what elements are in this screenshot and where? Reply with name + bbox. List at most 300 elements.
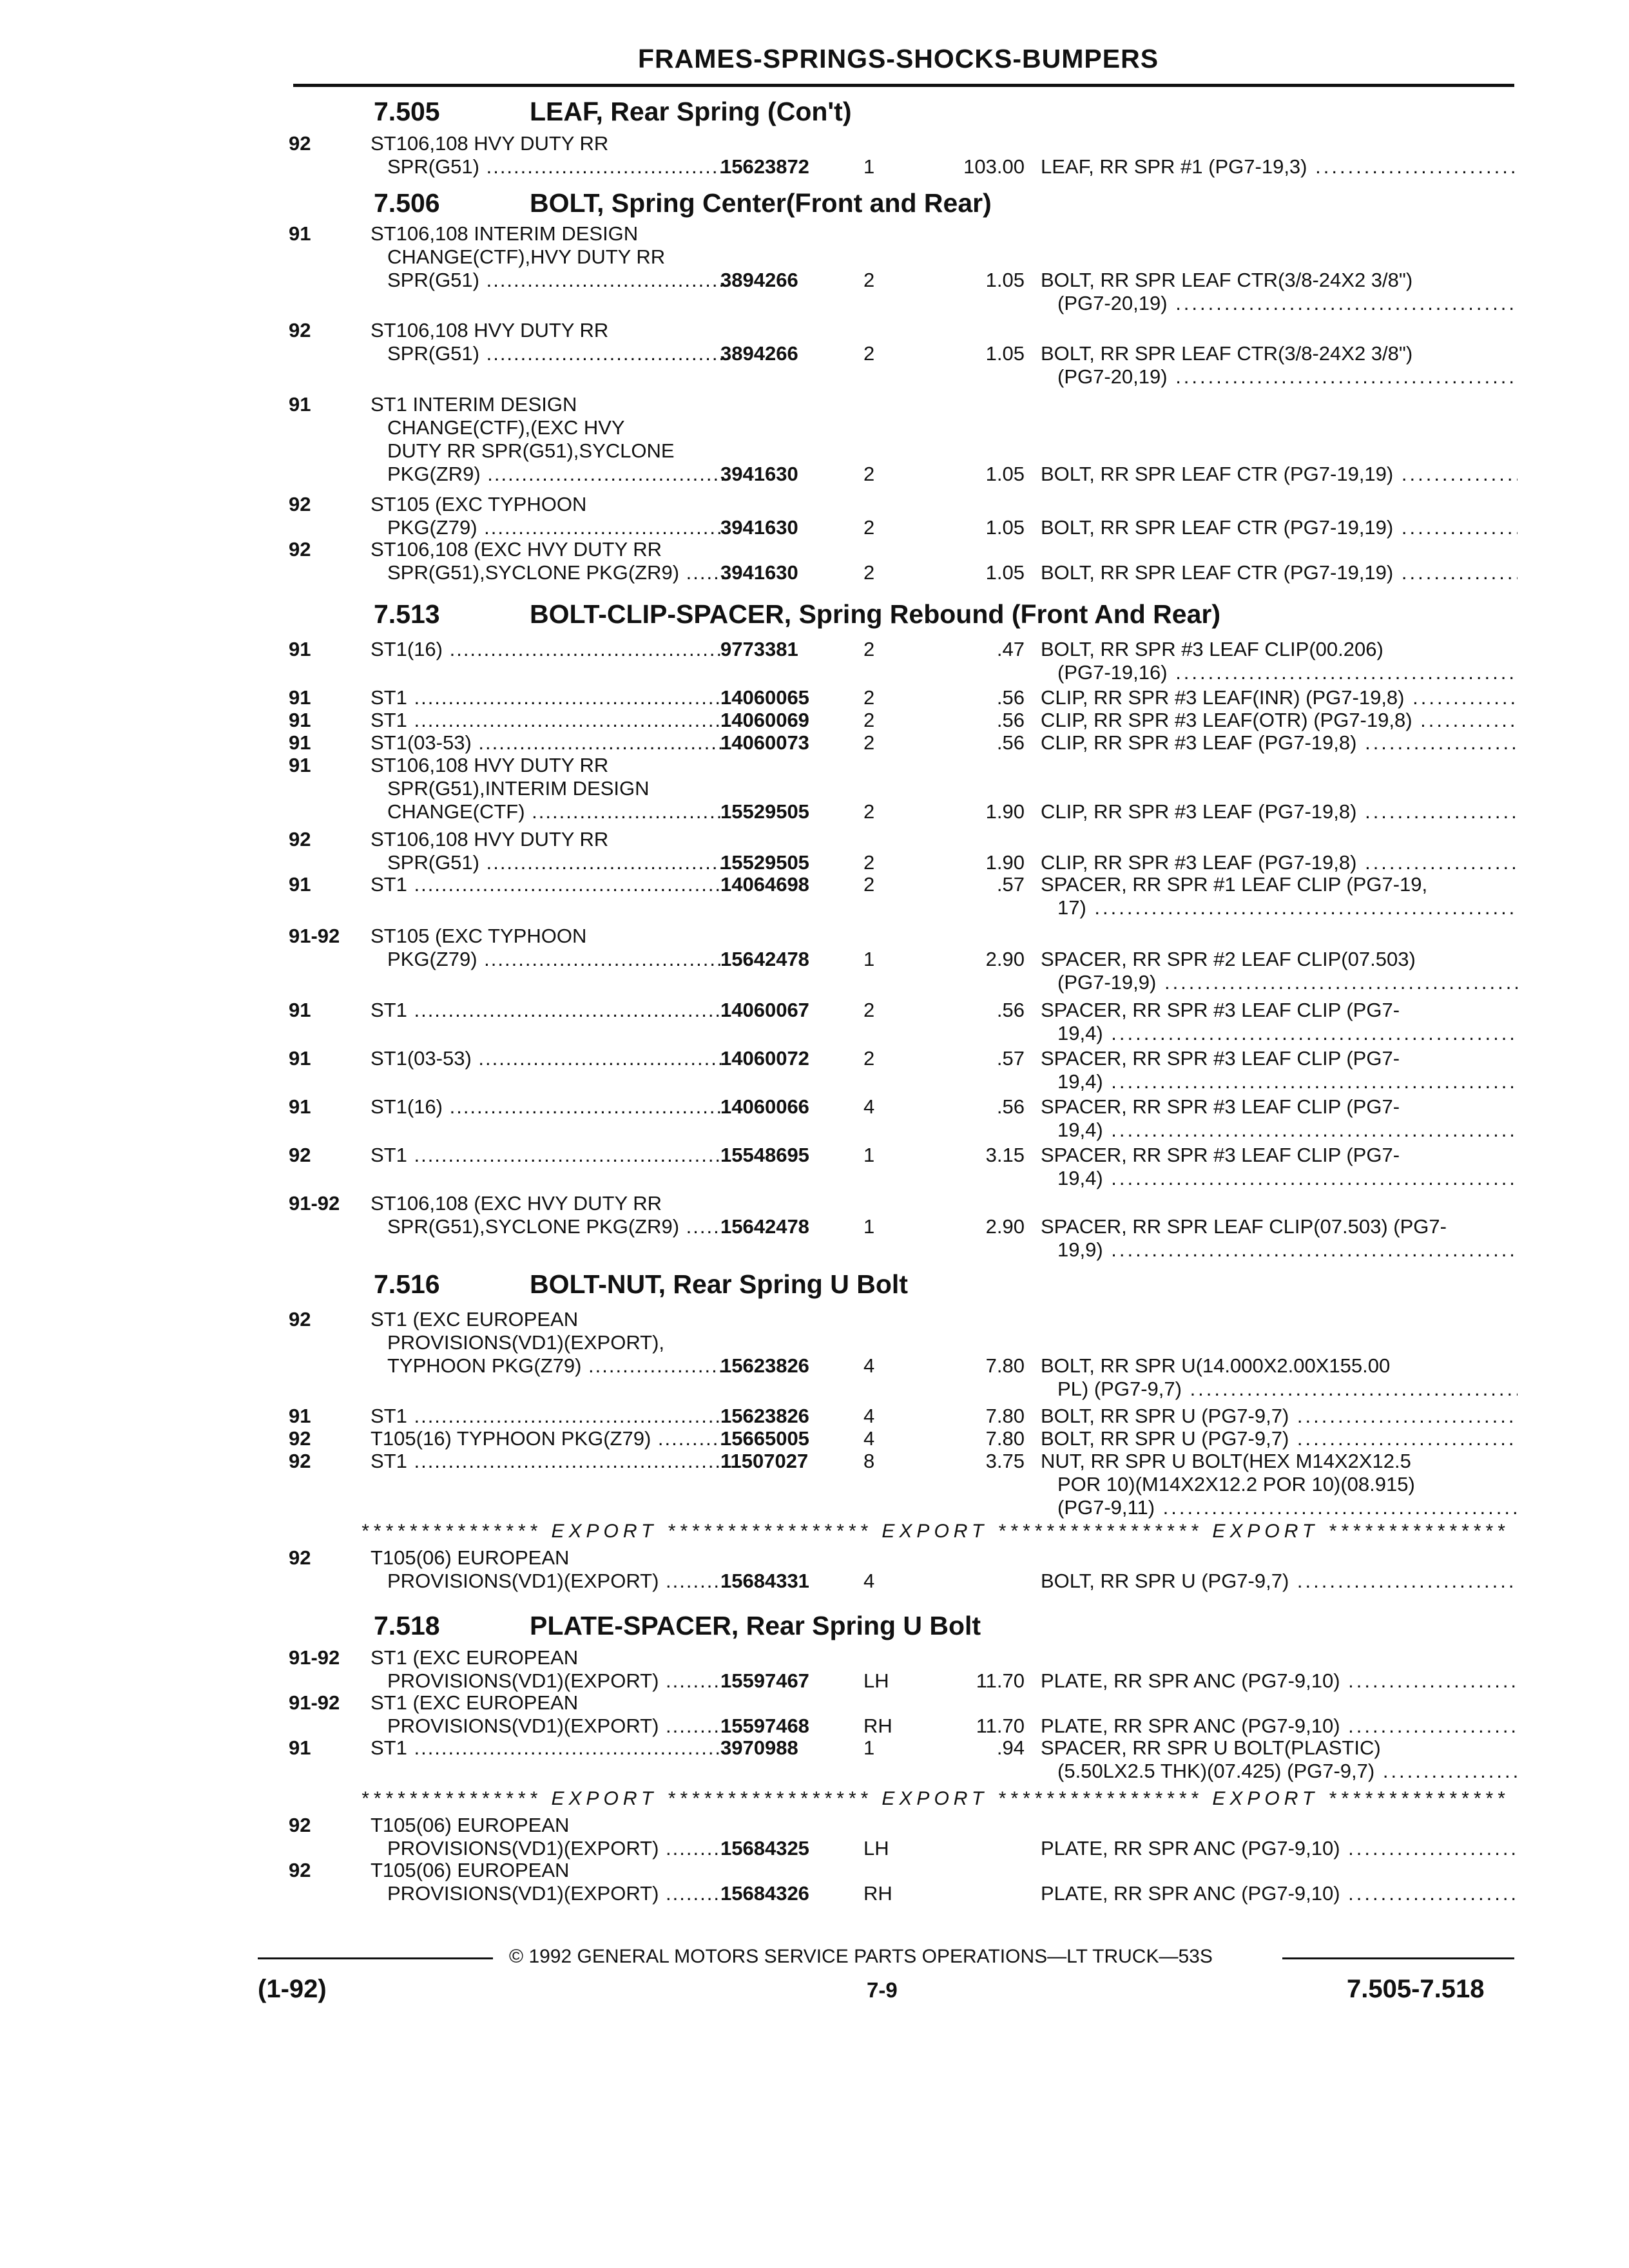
footer-rule-right <box>1282 1957 1514 1959</box>
list-price: 1.90 <box>985 800 1025 823</box>
part-number: 15623826 <box>720 1354 809 1377</box>
section-number: 7.513 <box>374 599 440 629</box>
list-price: .57 <box>996 1047 1025 1070</box>
quantity: 8 <box>863 1450 875 1472</box>
list-price: 103.00 <box>963 155 1025 178</box>
model-year: 91 <box>289 222 311 245</box>
part-reference <box>1041 1405 1518 1428</box>
quantity: 1 <box>863 948 875 970</box>
application-description <box>371 1814 725 1860</box>
table-row <box>0 393 1629 486</box>
part-reference <box>1041 155 1518 178</box>
part-number: 3941630 <box>720 463 798 485</box>
table-row <box>0 754 1629 823</box>
application-description <box>371 1859 725 1905</box>
part-reference <box>1041 851 1518 874</box>
part-number: 14064698 <box>720 873 809 896</box>
quantity: 2 <box>863 342 875 365</box>
part-number: 15642478 <box>720 1215 809 1238</box>
description-line: SPR(G51) ..... <box>371 269 725 292</box>
application-description <box>371 638 725 661</box>
application-description <box>371 222 725 292</box>
application-description <box>371 828 725 874</box>
reference-line: CLIP, RR SPR #3 LEAF (PG7-19,8) ..... <box>1041 731 1518 754</box>
part-reference <box>1041 1215 1518 1262</box>
description-line: ST1 (EXC EUROPEAN <box>371 1691 579 1714</box>
list-price: 1.05 <box>985 463 1025 485</box>
model-year: 91-92 <box>289 925 340 947</box>
list-price: .56 <box>996 999 1025 1021</box>
part-reference <box>1041 561 1518 584</box>
table-row <box>0 686 1629 709</box>
reference-line: CLIP, RR SPR #3 LEAF(INR) (PG7-19,8) ..... <box>1041 686 1518 709</box>
reference-line: PLATE, RR SPR ANC (PG7-9,10) ..... <box>1041 1837 1518 1860</box>
part-number: 14060069 <box>720 709 809 731</box>
part-reference <box>1041 1450 1518 1519</box>
section-number: 7.518 <box>374 1611 440 1640</box>
model-year: 92 <box>289 1814 311 1836</box>
reference-line: SPACER, RR SPR #3 LEAF CLIP (PG7- <box>1041 1047 1400 1070</box>
part-reference <box>1041 638 1518 684</box>
application-description <box>371 538 725 584</box>
section-title: BOLT-CLIP-SPACER, Spring Rebound (Front And Rear) <box>530 599 1221 629</box>
reference-line: (PG7-9,11) ..... <box>1041 1496 1518 1519</box>
application-description <box>371 1646 725 1693</box>
reference-line: (5.50LX2.5 THK)(07.425) (PG7-9,7) ..... <box>1041 1760 1518 1783</box>
part-number: 15684325 <box>720 1837 809 1860</box>
list-price: .57 <box>996 873 1025 896</box>
part-reference <box>1041 1095 1518 1142</box>
list-price: 2.90 <box>985 948 1025 970</box>
description-line: ST1 ..... <box>371 1736 725 1760</box>
reference-line: POR 10)(M14X2X12.2 POR 10)(08.915) <box>1057 1473 1415 1495</box>
model-year: 91 <box>289 686 311 709</box>
description-line: SPR(G51) ..... <box>371 851 725 874</box>
model-year: 91 <box>289 1095 311 1118</box>
model-year: 91 <box>289 1405 311 1427</box>
description-line: ST106,108 HVY DUTY RR <box>371 132 609 155</box>
part-reference <box>1041 1144 1518 1190</box>
table-row <box>0 1736 1629 1783</box>
description-line: ST106,108 HVY DUTY RR <box>371 828 609 850</box>
table-row <box>0 1859 1629 1905</box>
list-price: 2.90 <box>985 1215 1025 1238</box>
part-number: 14060066 <box>720 1095 809 1118</box>
quantity: 2 <box>863 731 875 754</box>
model-year: 91 <box>289 638 311 660</box>
application-description <box>371 709 725 732</box>
application-description <box>371 1450 725 1473</box>
list-price: .56 <box>996 1095 1025 1118</box>
list-price: .56 <box>996 686 1025 709</box>
model-year: 92 <box>289 828 311 850</box>
reference-line: SPACER, RR SPR #3 LEAF CLIP (PG7- <box>1041 999 1400 1021</box>
part-reference <box>1041 873 1518 919</box>
reference-line: BOLT, RR SPR U (PG7-9,7) ..... <box>1041 1405 1518 1428</box>
model-year: 91 <box>289 999 311 1021</box>
model-year: 91 <box>289 1047 311 1070</box>
list-price: 7.80 <box>985 1405 1025 1427</box>
reference-line: SPACER, RR SPR #2 LEAF CLIP(07.503) <box>1041 948 1416 970</box>
part-number: 14060073 <box>720 731 809 754</box>
table-row <box>0 1427 1629 1450</box>
section-header <box>0 1269 1629 1311</box>
table-row <box>0 1814 1629 1860</box>
footer-page-number: 7-9 <box>867 1978 898 2002</box>
description-line: DUTY RR SPR(G51),SYCLONE <box>387 439 675 462</box>
description-line: ST1 INTERIM DESIGN <box>371 393 577 416</box>
quantity: 2 <box>863 999 875 1021</box>
quantity: 4 <box>863 1405 875 1427</box>
description-line: PKG(ZR9) ..... <box>371 463 725 486</box>
part-number: 9773381 <box>720 638 798 660</box>
list-price: 3.15 <box>985 1144 1025 1166</box>
application-description <box>371 925 725 971</box>
part-number: 15548695 <box>720 1144 809 1166</box>
table-row <box>0 222 1629 314</box>
reference-line: PLATE, RR SPR ANC (PG7-9,10) ..... <box>1041 1882 1518 1905</box>
description-line: ST106,108 (EXC HVY DUTY RR <box>371 1192 662 1215</box>
application-description <box>371 1691 725 1738</box>
section-number: 7.516 <box>374 1269 440 1299</box>
part-reference <box>1041 1736 1518 1783</box>
model-year: 91 <box>289 709 311 731</box>
description-line: ST1(03-53) ..... <box>371 731 725 754</box>
quantity: 2 <box>863 1047 875 1070</box>
reference-line: 17) ..... <box>1041 896 1518 919</box>
part-number: 3970988 <box>720 1736 798 1759</box>
part-reference <box>1041 800 1518 823</box>
section-number: 7.506 <box>374 188 440 218</box>
description-line: ST105 (EXC TYPHOON <box>371 493 587 515</box>
reference-line: PLATE, RR SPR ANC (PG7-9,10) ..... <box>1041 1715 1518 1738</box>
table-row <box>0 1095 1629 1142</box>
application-description <box>371 393 725 486</box>
list-price: 1.90 <box>985 851 1025 874</box>
description-line: CHANGE(CTF),HVY DUTY RR <box>387 245 666 268</box>
quantity: 4 <box>863 1570 875 1592</box>
footer-date-code: (1-92) <box>258 1975 327 2003</box>
description-line: SPR(G51),SYCLONE PKG(ZR9) ..... <box>371 1215 725 1238</box>
description-line: T105(16) TYPHOON PKG(Z79) ..... <box>371 1427 725 1450</box>
part-number: 15623826 <box>720 1405 809 1427</box>
table-row <box>0 1450 1629 1519</box>
model-year: 91 <box>289 754 311 776</box>
part-reference <box>1041 1570 1518 1593</box>
model-year: 92 <box>289 132 311 155</box>
reference-line: BOLT, RR SPR LEAF CTR(3/8-24X2 3/8") <box>1041 269 1413 291</box>
table-row <box>0 1047 1629 1093</box>
part-number: 15623872 <box>720 155 809 178</box>
reference-line: PLATE, RR SPR ANC (PG7-9,10) ..... <box>1041 1669 1518 1693</box>
application-description <box>371 1546 725 1593</box>
description-line: SPR(G51),INTERIM DESIGN <box>387 777 650 800</box>
quantity: 1 <box>863 1215 875 1238</box>
quantity: 2 <box>863 800 875 823</box>
table-row <box>0 1144 1629 1190</box>
part-reference <box>1041 999 1518 1045</box>
reference-line: PL) (PG7-9,7) ..... <box>1041 1378 1518 1401</box>
part-reference <box>1041 1882 1518 1905</box>
export-divider: *************** EXPORT ***************** EXPORT ***************** EXPORT *************** <box>361 1788 1509 1809</box>
table-row <box>0 1308 1629 1400</box>
part-reference <box>1041 342 1518 389</box>
table-row <box>0 319 1629 388</box>
list-price: 1.05 <box>985 516 1025 539</box>
model-year: 92 <box>289 538 311 561</box>
description-line: SPR(G51) ..... <box>371 342 725 365</box>
model-year: 92 <box>289 1144 311 1166</box>
reference-line: BOLT, RR SPR #3 LEAF CLIP(00.206) <box>1041 638 1383 660</box>
quantity: 2 <box>863 873 875 896</box>
quantity: 1 <box>863 1736 875 1759</box>
description-line: SPR(G51) ..... <box>371 155 725 178</box>
quantity: 2 <box>863 516 875 539</box>
description-line: PROVISIONS(VD1)(EXPORT) ..... <box>371 1882 725 1905</box>
reference-line: CLIP, RR SPR #3 LEAF (PG7-19,8) ..... <box>1041 851 1518 874</box>
part-reference <box>1041 948 1518 994</box>
quantity: 1 <box>863 1144 875 1166</box>
part-number: 3941630 <box>720 516 798 539</box>
reference-line: SPACER, RR SPR U BOLT(PLASTIC) <box>1041 1736 1381 1759</box>
part-number: 15684326 <box>720 1882 809 1905</box>
list-price: 1.05 <box>985 342 1025 365</box>
part-reference <box>1041 1837 1518 1860</box>
application-description <box>371 1095 725 1119</box>
description-line: ST1 ..... <box>371 1144 725 1167</box>
reference-line: 19,9) ..... <box>1041 1238 1518 1262</box>
model-year: 92 <box>289 1450 311 1472</box>
description-line: CHANGE(CTF),(EXC HVY <box>387 416 625 439</box>
part-number: 15597467 <box>720 1669 809 1692</box>
reference-line: 19,4) ..... <box>1041 1167 1518 1190</box>
reference-line: SPACER, RR SPR #1 LEAF CLIP (PG7-19, <box>1041 873 1428 896</box>
quantity: 2 <box>863 561 875 584</box>
application-description <box>371 132 725 178</box>
model-year: 92 <box>289 1308 311 1331</box>
part-reference <box>1041 1354 1518 1401</box>
reference-line: CLIP, RR SPR #3 LEAF(OTR) (PG7-19,8) ..... <box>1041 709 1518 732</box>
quantity: LH <box>863 1837 889 1860</box>
description-line: ST106,108 HVY DUTY RR <box>371 754 609 776</box>
list-price: 7.80 <box>985 1427 1025 1450</box>
application-description <box>371 873 725 896</box>
footer-rule-left <box>258 1957 493 1959</box>
page-title: FRAMES-SPRINGS-SHOCKS-BUMPERS <box>638 44 1159 73</box>
quantity: 4 <box>863 1354 875 1377</box>
list-price: 7.80 <box>985 1354 1025 1377</box>
list-price: 1.05 <box>985 561 1025 584</box>
reference-line: LEAF, RR SPR #1 (PG7-19,3) ..... <box>1041 155 1518 178</box>
description-line: ST1 ..... <box>371 686 725 709</box>
application-description <box>371 1047 725 1070</box>
description-line: PKG(Z79) ..... <box>371 948 725 971</box>
part-reference <box>1041 1715 1518 1738</box>
quantity: 1 <box>863 155 875 178</box>
application-description <box>371 1144 725 1167</box>
reference-line: (PG7-19,9) ..... <box>1041 971 1518 994</box>
part-number: 15597468 <box>720 1715 809 1737</box>
quantity: 2 <box>863 709 875 731</box>
part-reference <box>1041 1669 1518 1693</box>
model-year: 91 <box>289 1736 311 1759</box>
description-line: ST1 ..... <box>371 1405 725 1428</box>
table-row <box>0 925 1629 994</box>
list-price: 1.05 <box>985 269 1025 291</box>
section-number: 7.505 <box>374 97 440 126</box>
description-line: ST1 ..... <box>371 999 725 1022</box>
quantity: 4 <box>863 1427 875 1450</box>
section-header <box>0 599 1629 640</box>
description-line: T105(06) EUROPEAN <box>371 1814 570 1836</box>
part-reference <box>1041 709 1518 732</box>
application-description <box>371 1192 725 1238</box>
part-number: 15684331 <box>720 1570 809 1592</box>
reference-line: CLIP, RR SPR #3 LEAF (PG7-19,8) ..... <box>1041 800 1518 823</box>
table-row <box>0 132 1629 178</box>
reference-line: BOLT, RR SPR U(14.000X2.00X155.00 <box>1041 1354 1391 1377</box>
application-description <box>371 1427 725 1450</box>
application-description <box>371 754 725 823</box>
application-description <box>371 686 725 709</box>
part-reference <box>1041 686 1518 709</box>
footer-copyright: © 1992 GENERAL MOTORS SERVICE PARTS OPERATIONS—LT TRUCK—53S <box>509 1946 1213 1967</box>
table-row <box>0 1646 1629 1693</box>
description-line: ST1 (EXC EUROPEAN <box>371 1646 579 1669</box>
list-price: .56 <box>996 709 1025 731</box>
part-number: 3894266 <box>720 269 798 291</box>
table-row <box>0 731 1629 754</box>
part-number: 3941630 <box>720 561 798 584</box>
table-row <box>0 1546 1629 1593</box>
description-line: ST1 ..... <box>371 709 725 732</box>
description-line: ST1 ..... <box>371 1450 725 1473</box>
list-price: 3.75 <box>985 1450 1025 1472</box>
reference-line: 19,4) ..... <box>1041 1070 1518 1093</box>
reference-line: BOLT, RR SPR LEAF CTR (PG7-19,19) ..... <box>1041 463 1518 486</box>
reference-line: BOLT, RR SPR LEAF CTR(3/8-24X2 3/8") <box>1041 342 1413 365</box>
application-description <box>371 999 725 1022</box>
table-row <box>0 493 1629 539</box>
description-line: PROVISIONS(VD1)(EXPORT), <box>387 1331 665 1354</box>
application-description <box>371 1736 725 1760</box>
part-number: 15665005 <box>720 1427 809 1450</box>
table-row <box>0 1691 1629 1738</box>
section-title: BOLT-NUT, Rear Spring U Bolt <box>530 1269 908 1299</box>
reference-line: 19,4) ..... <box>1041 1022 1518 1045</box>
reference-line: (PG7-20,19) ..... <box>1041 292 1518 315</box>
description-line: TYPHOON PKG(Z79) ..... <box>371 1354 725 1378</box>
part-reference <box>1041 731 1518 754</box>
table-row <box>0 538 1629 584</box>
export-divider: *************** EXPORT ***************** EXPORT ***************** EXPORT *************** <box>361 1521 1509 1542</box>
reference-line: BOLT, RR SPR LEAF CTR (PG7-19,19) ..... <box>1041 516 1518 539</box>
table-row <box>0 638 1629 684</box>
part-number: 14060072 <box>720 1047 809 1070</box>
quantity: RH <box>863 1715 892 1737</box>
part-reference <box>1041 463 1518 486</box>
description-line: ST1(16) ..... <box>371 638 725 661</box>
table-row <box>0 873 1629 919</box>
description-line: PROVISIONS(VD1)(EXPORT) ..... <box>371 1837 725 1860</box>
application-description <box>371 319 725 365</box>
reference-line: BOLT, RR SPR LEAF CTR (PG7-19,19) ..... <box>1041 561 1518 584</box>
quantity: 2 <box>863 638 875 660</box>
quantity: 2 <box>863 851 875 874</box>
reference-line: NUT, RR SPR U BOLT(HEX M14X2X12.5 <box>1041 1450 1411 1472</box>
part-reference <box>1041 1427 1518 1450</box>
quantity: 2 <box>863 686 875 709</box>
list-price: .56 <box>996 731 1025 754</box>
part-reference <box>1041 269 1518 315</box>
reference-line: BOLT, RR SPR U (PG7-9,7) ..... <box>1041 1427 1518 1450</box>
application-description <box>371 1405 725 1428</box>
section-title: BOLT, Spring Center(Front and Rear) <box>530 188 992 218</box>
footer-section-range: 7.505-7.518 <box>1347 1975 1485 2003</box>
model-year: 92 <box>289 1427 311 1450</box>
description-line: CHANGE(CTF) ..... <box>371 800 725 823</box>
table-row <box>0 999 1629 1045</box>
list-price: 11.70 <box>976 1669 1025 1692</box>
model-year: 92 <box>289 1546 311 1569</box>
quantity: 4 <box>863 1095 875 1118</box>
part-number: 11507027 <box>720 1450 809 1472</box>
section-title: PLATE-SPACER, Rear Spring U Bolt <box>530 1611 981 1640</box>
model-year: 91-92 <box>289 1646 340 1669</box>
application-description <box>371 731 725 754</box>
description-line: ST1(03-53) ..... <box>371 1047 725 1070</box>
description-line: ST106,108 INTERIM DESIGN <box>371 222 639 245</box>
list-price: .47 <box>996 638 1025 660</box>
model-year: 91-92 <box>289 1691 340 1714</box>
table-row <box>0 1192 1629 1261</box>
part-number: 14060067 <box>720 999 809 1021</box>
application-description <box>371 493 725 539</box>
table-row <box>0 828 1629 874</box>
application-description <box>371 1308 725 1378</box>
model-year: 91 <box>289 393 311 416</box>
description-line: SPR(G51),SYCLONE PKG(ZR9) ..... <box>371 561 725 584</box>
part-number: 14060065 <box>720 686 809 709</box>
part-number: 15642478 <box>720 948 809 970</box>
quantity: LH <box>863 1669 889 1692</box>
reference-line: (PG7-20,19) ..... <box>1041 365 1518 389</box>
description-line: ST105 (EXC TYPHOON <box>371 925 587 947</box>
title-rule <box>293 84 1514 87</box>
reference-line: (PG7-19,16) ..... <box>1041 661 1518 684</box>
reference-line: SPACER, RR SPR #3 LEAF CLIP (PG7- <box>1041 1144 1400 1166</box>
description-line: ST106,108 (EXC HVY DUTY RR <box>371 538 662 561</box>
description-line: PKG(Z79) ..... <box>371 516 725 539</box>
quantity: 2 <box>863 269 875 291</box>
reference-line: BOLT, RR SPR U (PG7-9,7) ..... <box>1041 1570 1518 1593</box>
reference-line: SPACER, RR SPR LEAF CLIP(07.503) (PG7- <box>1041 1215 1447 1238</box>
description-line: PROVISIONS(VD1)(EXPORT) ..... <box>371 1570 725 1593</box>
description-line: T105(06) EUROPEAN <box>371 1859 570 1881</box>
table-row <box>0 709 1629 732</box>
part-number: 15529505 <box>720 800 809 823</box>
part-reference <box>1041 516 1518 539</box>
model-year: 92 <box>289 319 311 341</box>
list-price: .94 <box>996 1736 1025 1759</box>
model-year: 91-92 <box>289 1192 340 1215</box>
description-line: PROVISIONS(VD1)(EXPORT) ..... <box>371 1669 725 1693</box>
table-row <box>0 1405 1629 1428</box>
description-line: ST106,108 HVY DUTY RR <box>371 319 609 341</box>
part-number: 3894266 <box>720 342 798 365</box>
description-line: ST1 ..... <box>371 873 725 896</box>
description-line: ST1 (EXC EUROPEAN <box>371 1308 579 1331</box>
